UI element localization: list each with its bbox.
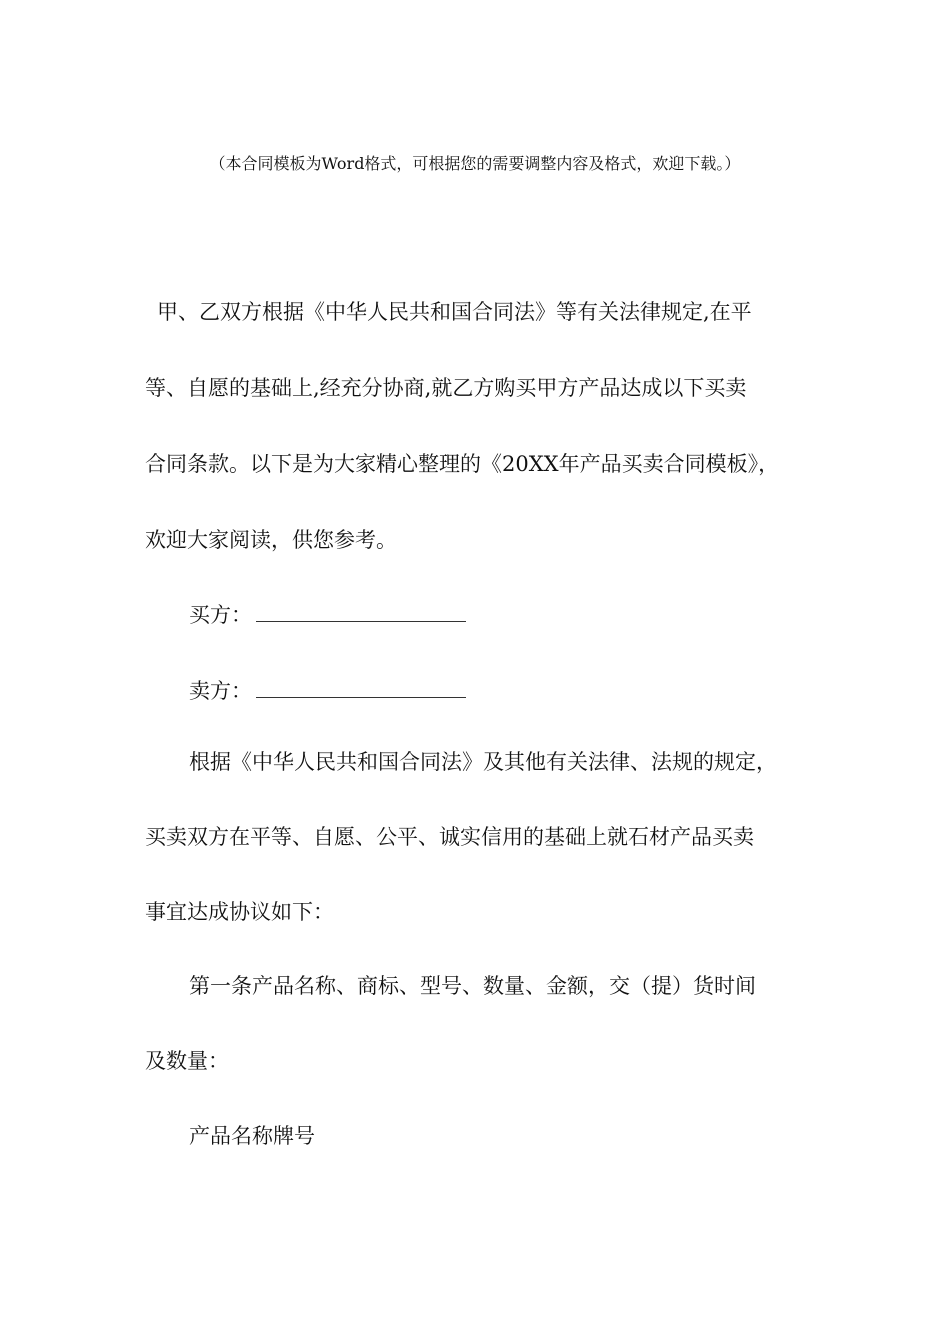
- template-note: （本合同模板为Word格式，可根据您的需要调整内容及格式，欢迎下载。）: [209, 154, 741, 173]
- basis-line-1: 根据《中华人民共和国合同法》及其他有关法律、法规的规定，: [189, 750, 777, 774]
- intro-line-3: 合同条款。以下是为大家精心整理的《20XX年产品买卖合同模板》，: [145, 452, 780, 476]
- buyer-blank-field[interactable]: [256, 599, 466, 622]
- intro-line-4: 欢迎大家阅读，供您参考。: [145, 528, 397, 552]
- article-1-line-2: 及数量：: [145, 1049, 229, 1073]
- buyer-line: [189, 599, 466, 630]
- buyer-label: 买方：: [189, 603, 252, 627]
- intro-line-2: 等、自愿的基础上,经充分协商,就乙方购买甲方产品达成以下买卖: [145, 376, 747, 400]
- basis-line-2: 买卖双方在平等、自愿、公平、诚实信用的基础上就石材产品买卖: [145, 825, 754, 849]
- product-heading: 产品名称牌号: [189, 1124, 315, 1148]
- seller-line: [189, 675, 466, 706]
- article-1-line-1: 第一条产品名称、商标、型号、数量、金额，交（提）货时间: [189, 974, 756, 998]
- basis-line-3: 事宜达成协议如下：: [145, 900, 334, 924]
- seller-blank-field[interactable]: [256, 675, 466, 698]
- intro-line-1: 甲、乙双方根据《中华人民共和国合同法》等有关法律规定,在平: [157, 300, 752, 324]
- seller-label: 卖方：: [189, 679, 252, 703]
